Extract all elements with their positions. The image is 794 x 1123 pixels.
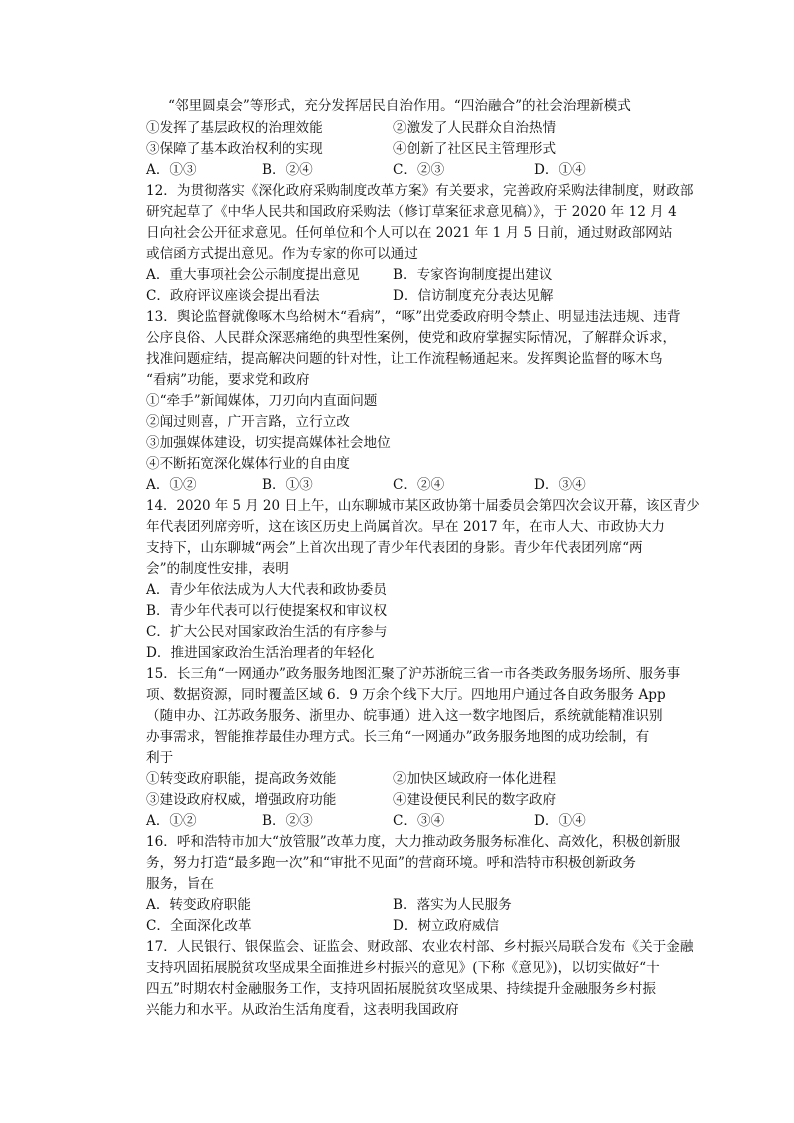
question-text: 12．为贯彻落实《深化政府采购制度改革方案》有关要求，完善政府采购法律制度，财政部: [146, 183, 694, 199]
statement-2: ②激发了人民群众自治热情: [393, 120, 557, 136]
choice-c: C．全面深化改革: [146, 918, 252, 934]
question-text: 服务，旨在: [146, 876, 214, 892]
question-text: 年代表团列席旁听，这在该区历史上尚属首次。早在 2017 年，在市人大、市政协大力: [146, 519, 666, 535]
question-text: 会”的制度性安排，表明: [146, 561, 289, 577]
question-text: 16．呼和浩特市加大“放管服”改革力度，大力推动政务服务标准化、高效化，积极创新服: [146, 834, 681, 850]
choice-b: B．专家咨询制度提出建议: [393, 267, 553, 283]
choice-d: D．信访制度充分表达见解: [393, 288, 554, 304]
statement-4: ④不断拓宽深化媒体行业的自由度: [146, 456, 350, 472]
question-text: 日向社会公开征求意见。任何单位和个人可以在 2021 年 1 月 5 日前，通过财政部网站: [146, 225, 673, 241]
statement-2: ②加快区域政府一体化进程: [393, 771, 557, 787]
choice-d: D．树立政府威信: [393, 918, 500, 934]
statement-1: ①“牵手”新闻媒体，刀刃向内直面问题: [146, 393, 378, 409]
choice-d: D．①④: [534, 813, 586, 829]
choice-c: C．扩大公民对国家政治生活的有序参与: [146, 624, 388, 640]
statement-1: ①发挥了基层政权的治理效能: [146, 120, 323, 136]
question-text: 办事需求，智能推荐最佳办理方式。长三角“一网通办”政务服务地图的成功绘制，有: [146, 729, 650, 745]
statement-2: ②闻过则喜，广开言路，立行立改: [146, 414, 350, 430]
question-text: 兴能力和水平。从政治生活角度看，这表明我国政府: [146, 1002, 459, 1018]
question-text: 找准问题症结，提高解决问题的针对性，让工作流程畅通起来。发挥舆论监督的啄木鸟: [146, 351, 663, 367]
statement-4: ④创新了社区民主管理形式: [393, 141, 557, 157]
question-text: 15．长三角“一网通办”政务服务地图汇聚了沪苏浙皖三省一市各类政务服务场所、服务事: [146, 666, 681, 682]
choice-a: A．青少年依法成为人大代表和政协委员: [146, 582, 387, 598]
choice-a: A．转变政府职能: [146, 897, 251, 913]
statement-3: ③加强媒体建设，切实提高媒体社会地位: [146, 435, 391, 451]
question-text: 项、数据资源，同时覆盖区域 6．9 万余个线下大厅。四地用户通过各自政务服务 App: [146, 687, 666, 703]
choice-c: C．②③: [393, 162, 445, 178]
choice-b: B．②③: [262, 813, 313, 829]
statement-4: ④建设便民利民的数字政府: [393, 792, 557, 808]
choice-d: D．推进国家政治生活治理者的年轻化: [146, 645, 375, 661]
question-text: “看病”功能，要求党和政府: [146, 372, 310, 388]
question-text: 务，努力打造“最多跑一次”和“审批不见面”的营商环境。呼和浩特市积极创新政务: [146, 855, 636, 871]
choice-d: D．③④: [534, 477, 586, 493]
question-text: 14．2020 年 5 月 20 日上午，山东聊城市某区政协第十届委员会第四次会议开幕，该区青少: [146, 498, 700, 514]
choice-c: C．政府评议座谈会提出看法: [146, 288, 320, 304]
statement-1: ①转变政府职能，提高政务效能: [146, 771, 337, 787]
question-text: 13．舆论监督就像啄木鸟给树木“看病”，“啄”出党委政府明令禁止、明显违法违规、违背: [146, 309, 681, 325]
choice-b: B．落实为人民服务: [393, 897, 512, 913]
question-text: （随申办、江苏政务服务、浙里办、皖事通）进入这一数字地图后，系统就能精准识别: [146, 708, 663, 724]
question-text: 或信函方式提出意见。作为专家的你可以通过: [146, 246, 418, 262]
choice-b: B．青少年代表可以行使提案权和审议权: [146, 603, 388, 619]
choice-c: C．③④: [393, 813, 445, 829]
question-text: 利于: [146, 750, 174, 766]
question-text: 支持下，山东聊城“两会”上首次出现了青少年代表团的身影。青少年代表团列席“两: [146, 540, 643, 556]
choice-a: A．①②: [146, 477, 197, 493]
choice-a: A．①②: [146, 813, 197, 829]
statement-3: ③保障了基本政治权利的实现: [146, 141, 323, 157]
question-text: 公序良俗、人民群众深恶痛绝的典型性案例，使党和政府掌握实际情况，了解群众诉求，: [146, 330, 677, 346]
choice-d: D．①④: [534, 162, 586, 178]
choice-c: C．②④: [393, 477, 445, 493]
statement-3: ③建设政府权威，增强政府功能: [146, 792, 337, 808]
question-text: 研究起草了《中华人民共和国政府采购法（修订草案征求意见稿）》，于 2020 年 12 月 4: [146, 204, 677, 220]
choice-a: A．重大事项社会公示制度提出意见: [146, 267, 360, 283]
question-text: 支持巩固拓展脱贫攻坚成果全面推进乡村振兴的意见》(下称《意见》)，以切实做好“十: [146, 960, 660, 976]
choice-b: B．②④: [262, 162, 313, 178]
question-text: 17．人民银行、银保监会、证监会、财政部、农业农村部、乡村振兴局联合发布《关于金融: [146, 939, 694, 955]
question-text: “邻里圆桌会”等形式，充分发挥居民自治作用。“四治融合”的社会治理新模式: [168, 98, 631, 114]
choice-b: B．①③: [262, 477, 313, 493]
choice-a: A．①③: [146, 162, 197, 178]
question-text: 四五”时期农村金融服务工作，支持巩固拓展脱贫攻坚成果、持续提升金融服务乡村振: [146, 981, 656, 997]
